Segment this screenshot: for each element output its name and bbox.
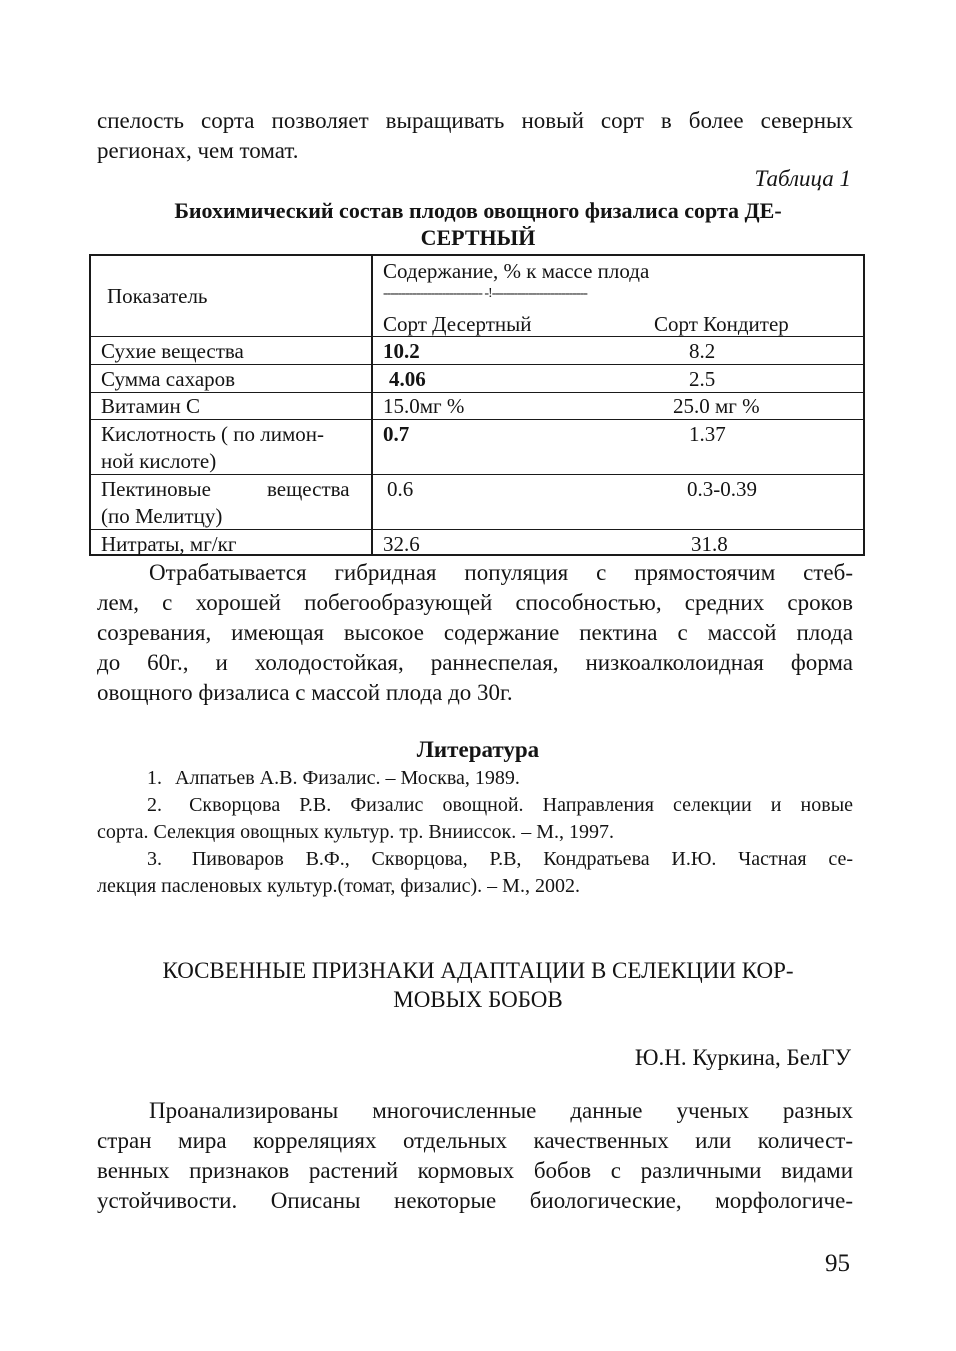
reference-text: лекция пасленовых культур.(томат, физалис). – М., 2002.	[97, 875, 580, 897]
text-line: регионах, чем томат.	[97, 138, 299, 163]
table-title-line1: Биохимический состав плодов овощного физалиса сорта ДЕ-	[174, 198, 782, 223]
table-title-line2: СЕРТНЫЙ	[420, 225, 536, 250]
row-value-col1: 10.2	[383, 339, 420, 363]
header-indicator: Показатель	[107, 284, 208, 308]
article-author: Ю.Н. Куркина, БелГУ	[634, 1045, 851, 1070]
table-row-divider	[91, 419, 863, 420]
reference-item	[97, 846, 853, 900]
table-row-divider	[91, 474, 863, 475]
reference-number: 2.	[147, 794, 162, 816]
row-name: Кислотность ( по лимон-	[101, 422, 325, 446]
reference-item	[97, 792, 853, 846]
literature-heading: Литература	[416, 737, 540, 762]
text-line: овощного физалиса с массой плода до 30г.	[97, 680, 513, 705]
row-value-col2: 25.0 мг %	[673, 394, 760, 418]
row-name: ной кислоте)	[101, 449, 217, 473]
page-number: 95	[825, 1250, 850, 1277]
text-line: стран мира корреляциях отдельных качественных или количест-	[97, 1128, 853, 1153]
reference-item	[97, 765, 853, 792]
text-line: венных признаков растений кормовых бобов с различными видами	[97, 1158, 853, 1183]
row-value-col1: 32.6	[383, 532, 420, 556]
row-name: Витамин С	[101, 394, 201, 418]
header-content: Содержание, % к массе плода	[383, 259, 650, 283]
text-line: Отрабатывается гибридная популяция с прямостоячим стеб-	[149, 560, 853, 585]
article-paragraph	[97, 1096, 853, 1216]
text-line: до 60г., и холодостойкая, раннеспелая, низкоалколоидная форма	[97, 650, 853, 675]
row-value-col2: 1.37	[689, 422, 726, 446]
row-value-col2: 2.5	[689, 367, 716, 391]
row-value-col2: 31.8	[691, 532, 728, 556]
table-row-divider	[91, 529, 863, 530]
row-value-col1: 0.7	[383, 422, 410, 446]
article-title-line2: МОВЫХ БОБОВ	[393, 987, 563, 1012]
text-line: устойчивости. Описаны некоторые биологические, морфологиче-	[97, 1188, 853, 1213]
row-value-col2: 0.3-0.39	[687, 477, 757, 501]
row-name: Пектиновые	[101, 477, 211, 501]
reference-text: Алпатьев А.В. Физалис. – Москва, 1989.	[175, 767, 520, 789]
row-name: Сухие вещества	[101, 339, 244, 363]
reference-number: 3.	[147, 848, 162, 870]
text-line: спелость сорта позволяет выращивать новый сорт в более северных	[97, 108, 853, 133]
row-value-col2: 8.2	[689, 339, 716, 363]
row-value-col1: 4.06	[389, 367, 426, 391]
composition-table	[89, 254, 865, 556]
table-column-divider	[371, 256, 373, 554]
text-line: созревания, имеющая высокое содержание пектина с массой плода	[97, 620, 853, 645]
row-name: Сумма сахаров	[101, 367, 236, 391]
reference-text: Пивоваров В.Ф., Скворцова, Р.В, Кондратьева И.Ю. Частная се-	[191, 848, 853, 870]
table-label: Таблица 1	[754, 166, 851, 191]
header-col1: Сорт Десертный	[383, 312, 532, 336]
article-title-line1: КОСВЕННЫЕ ПРИЗНАКИ АДАПТАЦИИ В СЕЛЕКЦИИ КОР-	[162, 958, 794, 983]
header-col2: Сорт Кондитер	[654, 312, 789, 336]
intro-paragraph	[97, 106, 853, 166]
reference-text: сорта. Селекция овощных культур. тр. Внииссок. – М., 1997.	[97, 821, 615, 843]
reference-text: Скворцова Р.В. Физалис овощной. Направления селекции и новые	[189, 794, 854, 816]
table-row-divider	[91, 364, 863, 365]
row-value-col1: 15.0мг %	[383, 394, 465, 418]
text-line: Проанализированы многочисленные данные ученых разных	[149, 1098, 853, 1123]
row-name: Нитраты, мг/кг	[101, 532, 237, 556]
text-line: лем, с хорошей побегообразующей способностью, средних сроков	[97, 590, 853, 615]
reference-number: 1.	[147, 767, 162, 789]
reference-list	[97, 765, 853, 900]
row-name: (по Мелитцу)	[101, 504, 223, 528]
row-name: вещества	[267, 477, 350, 501]
body-paragraph	[97, 558, 853, 708]
header-divider: --------------------------- -!--------------------------	[383, 286, 587, 301]
row-value-col1: 0.6	[387, 477, 414, 501]
